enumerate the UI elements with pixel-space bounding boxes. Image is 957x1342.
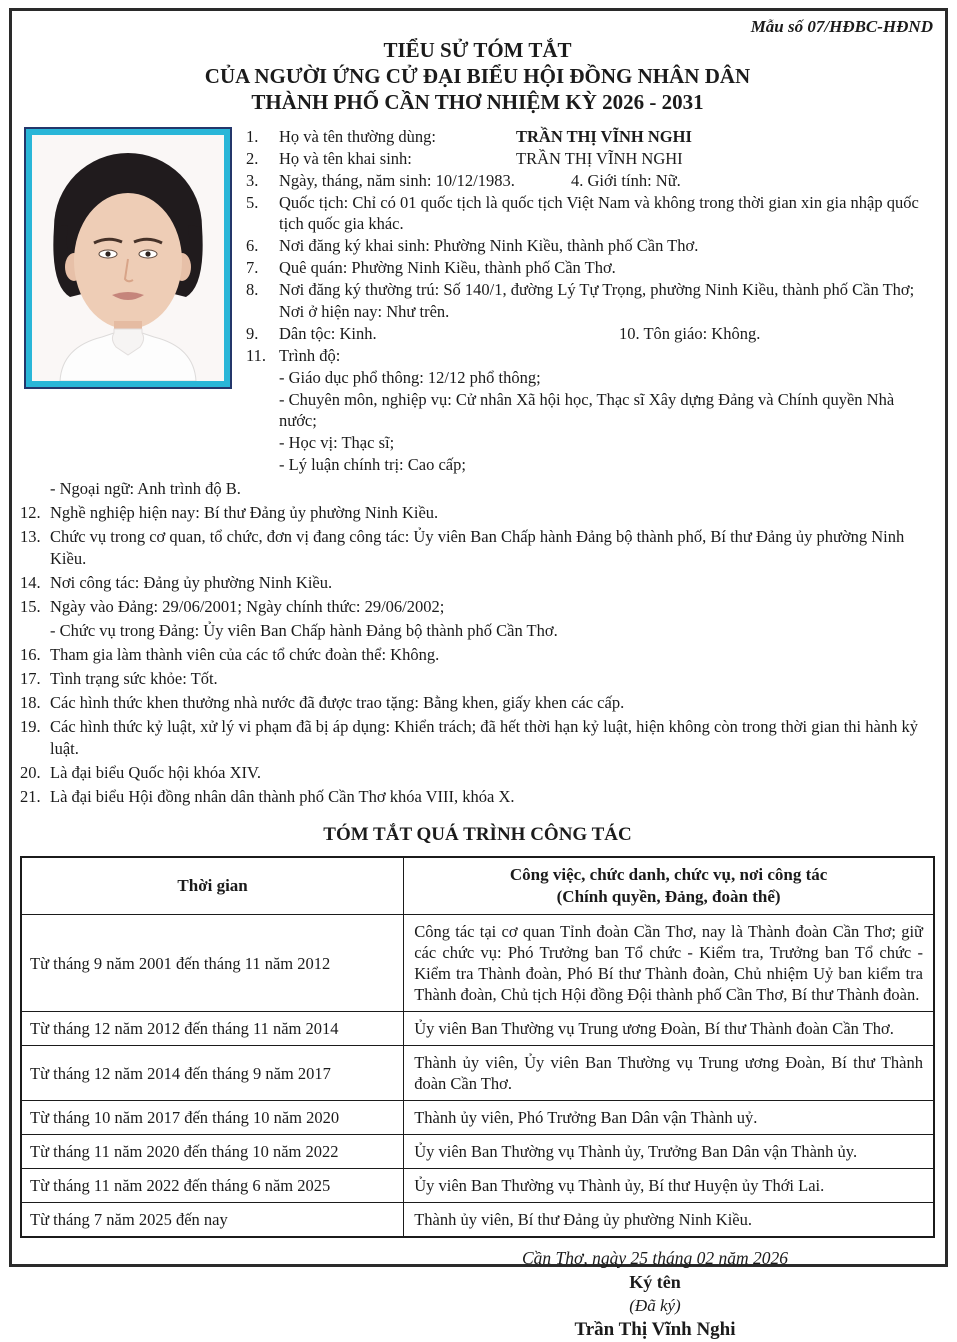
field-gender: 4. Giới tính: Nữ. [571, 171, 681, 190]
item-number: 18. [20, 693, 41, 712]
field-text: Các hình thức khen thưởng nhà nước đã được trao tặng: Bằng khen, giấy khen các cấp. [50, 693, 625, 712]
item-number: 11. [246, 346, 267, 365]
portrait-photo [32, 135, 224, 381]
row-work: Ủy viên Ban Thường vụ Thành ủy, Trưởng Ban Dân vận Thành ủy. [404, 1135, 934, 1169]
field-ethnicity: Dân tộc: Kinh. [279, 324, 377, 343]
field-text: Ngày vào Đảng: 29/06/2001; Ngày chính thức: 29/06/2002; [50, 597, 445, 616]
row-time: Từ tháng 11 năm 2020 đến tháng 10 năm 2022 [21, 1135, 404, 1169]
item-number: 15. [20, 597, 41, 616]
row-work: Công tác tại cơ quan Tỉnh đoàn Cần Thơ, nay là Thành đoàn Cần Thơ; giữ các chức vụ: Phó Trưởng ban Tổ chức - Kiểm tra, Trưởng ban Tổ chức - Kiểm tra Thành đoàn, Phó Bí thư Thành đoàn, Chủ nhiệm Uỷ ban kiểm tra Thành đoàn, Chủ tịch Hội đồng Đội thành phố Cần Thơ, Bí thư Thành đoàn. [404, 915, 934, 1012]
field-text: Quê quán: Phường Ninh Kiều, thành phố Cần Thơ. [279, 258, 616, 277]
item-number: 12. [20, 503, 41, 522]
field-date-of-birth-and-gender [246, 170, 935, 191]
document-title [20, 37, 935, 115]
item-number: 21. [20, 787, 41, 806]
work-history-row [21, 1135, 934, 1169]
field-education-general: - Giáo dục phổ thông: 12/12 phổ thông; [279, 368, 541, 387]
signature-block [375, 1246, 935, 1342]
item-number: 3. [246, 171, 259, 190]
candidate-photo-frame [26, 129, 230, 387]
field-label: Họ và tên thường dùng: [279, 127, 436, 146]
signature-place-date: Cần Thơ, ngày 25 tháng 02 năm 2026 [521, 1248, 788, 1268]
signature-label: Ký tên [629, 1272, 681, 1292]
field-text: Chức vụ trong cơ quan, tổ chức, đơn vị đang công tác: Ủy viên Ban Chấp hành Đảng bộ thành phố, Bí thư Đảng ủy phường Ninh Kiều. [50, 527, 905, 568]
row-time: Từ tháng 7 năm 2025 đến nay [21, 1203, 404, 1238]
field-current-occupation [20, 502, 935, 524]
work-history-row [21, 1101, 934, 1135]
title-line-2: CỦA NGƯỜI ỨNG CỬ ĐẠI BIỂU HỘI ĐỒNG NHÂN DÂN [204, 64, 751, 88]
field-common-name [246, 126, 935, 147]
row-time: Từ tháng 12 năm 2014 đến tháng 9 năm 2017 [21, 1046, 404, 1101]
field-value-birth-name: TRẦN THỊ VĨNH NGHI [516, 149, 683, 168]
row-work: Ủy viên Ban Thường vụ Trung ương Đoàn, Bí thư Thành đoàn Cần Thơ. [404, 1012, 934, 1046]
work-history-row [21, 915, 934, 1012]
column-header-time: Thời gian [21, 857, 404, 915]
field-workplace [20, 572, 935, 594]
field-disciplinary-actions [20, 716, 935, 760]
row-time: Từ tháng 11 năm 2022 đến tháng 6 năm 2025 [21, 1169, 404, 1203]
field-religion: 10. Tôn giáo: Không. [619, 324, 761, 343]
field-hometown [246, 257, 935, 278]
signer-name: Trần Thị Vĩnh Nghi [574, 1319, 736, 1340]
field-education [246, 345, 935, 366]
field-birth-name [246, 148, 935, 169]
row-work: Thành ủy viên, Bí thư Đảng ủy phường Ninh Kiều. [404, 1203, 934, 1238]
field-text: Nơi đăng ký thường trú: Số 140/1, đường Lý Tự Trọng, phường Ninh Kiều, thành phố Cần Thơ; [279, 280, 915, 299]
row-time: Từ tháng 9 năm 2001 đến tháng 11 năm 2012 [21, 915, 404, 1012]
table-header-row [21, 857, 934, 915]
field-text: Là đại biểu Hội đồng nhân dân thành phố Cần Thơ khóa VIII, khóa X. [50, 787, 515, 806]
signed-note: (Đã ký) [629, 1296, 681, 1315]
work-history-row [21, 1169, 934, 1203]
field-ethnicity-and-religion [246, 323, 935, 344]
field-permanent-residence [246, 279, 935, 300]
field-foreign-language: - Ngoại ngữ: Anh trình độ B. [50, 479, 241, 498]
item-number: 7. [246, 258, 259, 277]
item-number: 13. [20, 527, 41, 546]
work-history-row [21, 1046, 934, 1101]
candidate-photo [24, 127, 232, 389]
field-nationality [246, 192, 935, 234]
field-text: Là đại biểu Quốc hội khóa XIV. [50, 763, 261, 782]
work-history-title: TÓM TẮT QUÁ TRÌNH CÔNG TÁC [323, 824, 632, 845]
field-peoples-council-member [20, 786, 935, 808]
field-education-degree: - Học vị: Thạc sĩ; [279, 433, 395, 452]
field-value-common-name: TRẦN THỊ VĨNH NGHI [516, 127, 692, 146]
document-frame [9, 8, 948, 1340]
field-text: Tình trạng sức khỏe: Tốt. [50, 669, 218, 688]
row-work: Thành ủy viên, Phó Trưởng Ban Dân vận Thành uỷ. [404, 1101, 934, 1135]
item-number: 2. [246, 149, 259, 168]
row-time: Từ tháng 12 năm 2012 đến tháng 11 năm 2014 [21, 1012, 404, 1046]
item-number: 6. [246, 236, 259, 255]
column-header-work-line2: (Chính quyền, Đảng, đoàn thể) [556, 887, 781, 906]
field-position-in-organization [20, 526, 935, 570]
field-education-professional: - Chuyên môn, nghiệp vụ: Cử nhân Xã hội học, Thạc sĩ Xây dựng Đảng và Chính quyền Nhà nước; [279, 390, 895, 430]
row-work: Thành ủy viên, Ủy viên Ban Thường vụ Trung ương Đoàn, Bí thư Thành đoàn Cần Thơ. [404, 1046, 934, 1101]
field-label: Họ và tên khai sinh: [279, 149, 412, 168]
field-education-political-theory: - Lý luận chính trị: Cao cấp; [279, 455, 466, 474]
field-text: Nơi công tác: Đảng ủy phường Ninh Kiều. [50, 573, 333, 592]
field-awards [20, 692, 935, 714]
item-number: 5. [246, 193, 259, 212]
field-union-membership [20, 644, 935, 666]
row-time: Từ tháng 10 năm 2017 đến tháng 10 năm 2020 [21, 1101, 404, 1135]
field-date-of-birth: Ngày, tháng, năm sinh: 10/12/1983. [279, 171, 515, 190]
field-health-status [20, 668, 935, 690]
item-number: 9. [246, 324, 259, 343]
field-party-admission-date [20, 596, 935, 618]
column-header-work-line1: Công việc, chức danh, chức vụ, nơi công tác [509, 865, 828, 884]
field-text: Nghề nghiệp hiện nay: Bí thư Đảng ủy phường Ninh Kiều. [50, 503, 439, 522]
personal-info-list [246, 125, 935, 476]
item-number: 1. [246, 127, 259, 146]
title-line-3: THÀNH PHỐ CẦN THƠ NHIỆM KỲ 2026 - 2031 [251, 90, 704, 114]
additional-info-list [20, 478, 935, 808]
row-work: Ủy viên Ban Thường vụ Thành ủy, Bí thư Huyện ủy Thới Lai. [404, 1169, 934, 1203]
field-text: Quốc tịch: Chỉ có 01 quốc tịch là quốc tịch Việt Nam và không trong thời gian xin gia nhập quốc tịch quốc gia khác. [279, 193, 919, 233]
form-number: Mẫu số 07/HĐBC-HĐND [750, 17, 933, 36]
field-birth-registration-place [246, 235, 935, 256]
item-number: 16. [20, 645, 41, 664]
item-number: 14. [20, 573, 41, 592]
field-text: Tham gia làm thành viên của các tổ chức đoàn thể: Không. [50, 645, 440, 664]
field-national-assembly-member [20, 762, 935, 784]
column-header-work [404, 857, 934, 915]
field-current-residence: Nơi ở hiện nay: Như trên. [279, 302, 450, 321]
work-history-row [21, 1012, 934, 1046]
field-text: Trình độ: [279, 346, 341, 365]
item-number: 8. [246, 280, 259, 299]
item-number: 17. [20, 669, 41, 688]
work-history-table [20, 856, 935, 1238]
item-number: 20. [20, 763, 41, 782]
top-section [20, 125, 935, 476]
work-history-row [21, 1203, 934, 1238]
field-text: Các hình thức kỷ luật, xử lý vi phạm đã bị áp dụng: Khiển trách; đã hết thời hạn kỷ luật, hiện không còn trong thời gian thi hành kỷ luật. [50, 717, 918, 758]
title-line-1: TIỂU SỬ TÓM TẮT [383, 38, 572, 62]
field-party-position: - Chức vụ trong Đảng: Ủy viên Ban Chấp hành Đảng bộ thành phố Cần Thơ. [50, 621, 558, 640]
field-text: Nơi đăng ký khai sinh: Phường Ninh Kiều, thành phố Cần Thơ. [279, 236, 699, 255]
item-number: 19. [20, 717, 41, 736]
